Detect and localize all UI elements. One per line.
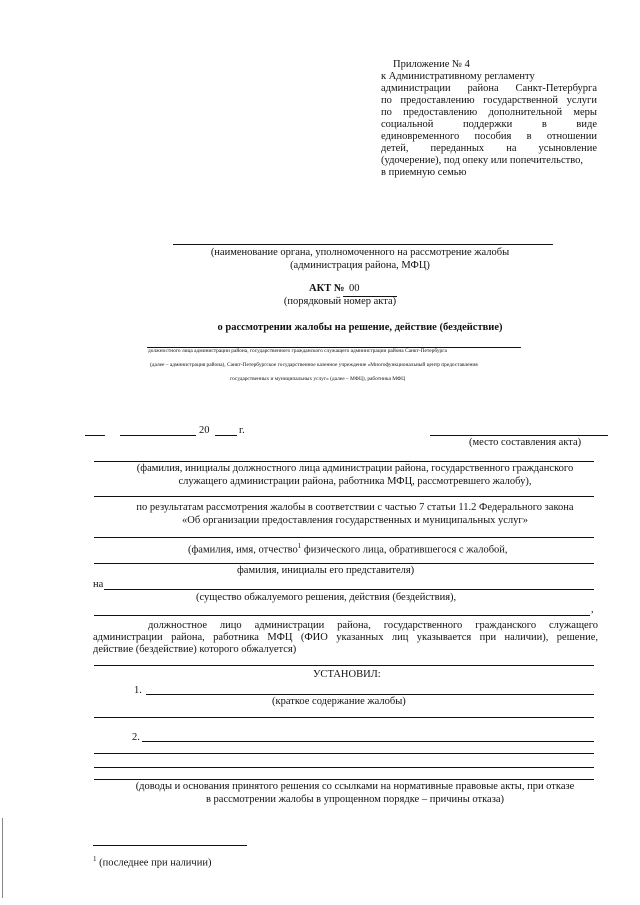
item1-line[interactable]	[146, 694, 594, 695]
applicant-caption	[188, 540, 608, 557]
year-prefix: 20	[199, 425, 210, 436]
appendix-line: социальной поддержки в виде	[381, 119, 597, 130]
reasons-caption-2: в рассмотрении жалобы в упрощенном порядке – причины отказа)	[205, 794, 505, 805]
essence-line[interactable]	[94, 615, 590, 616]
footnote-text: (последнее при наличии)	[96, 857, 212, 869]
item2-line[interactable]	[142, 741, 594, 742]
footnote-number: 1	[93, 855, 97, 863]
organ-caption-2: (администрация района, МФЦ)	[290, 260, 430, 271]
year-line[interactable]	[215, 435, 237, 436]
essence-text-3: действие (бездействие) которого обжалуется)	[93, 644, 297, 655]
organ-fill-line[interactable]	[173, 244, 553, 245]
act-number: 00	[349, 283, 360, 294]
item1-number: 1.	[134, 685, 142, 696]
day-line[interactable]	[85, 435, 105, 436]
act-number-caption: (порядковый номер акта)	[283, 296, 397, 307]
essence-paragraph	[93, 620, 598, 656]
established-heading: УСТАНОВИЛ:	[313, 669, 381, 680]
item2-number: 2.	[132, 732, 140, 743]
appendix-title: Приложение № 4	[393, 59, 470, 70]
fio-official-caption-2: служащего администрации района, работника МФЦ, рассмотревшего жалобу),	[178, 476, 532, 487]
essence-text-1: должностное лицо администрации района, государственного гражданского служащего	[148, 620, 598, 631]
item2-extra-line-3[interactable]	[94, 779, 594, 780]
place-line[interactable]	[430, 435, 608, 436]
established-top-line[interactable]	[94, 665, 594, 666]
fio-official-caption-1: (фамилия, инициалы должностного лица администрации района, государственного гражданского	[136, 463, 574, 474]
appendix-line: в приемную семью	[381, 167, 467, 178]
appendix-text	[381, 71, 597, 179]
on-fill-line[interactable]	[104, 589, 594, 590]
applicant-caption-before: (фамилия, имя, отчество	[188, 544, 298, 556]
appendix-line: единовременного пособия в отношении	[381, 131, 597, 142]
applicant-line[interactable]	[94, 537, 594, 538]
scan-margin-mark	[2, 818, 3, 898]
appendix-line: (удочерение), под опеку или попечительство,	[381, 155, 583, 166]
appendix-line: по предоставлению дополнительной меры	[381, 107, 597, 118]
fio-official-line[interactable]	[94, 461, 594, 462]
essence-text-2: администрации района, работника МФЦ (ФИО указанных лиц указывается при наличии), решение,	[93, 632, 598, 643]
appendix-line: к Административному регламенту	[381, 71, 535, 82]
place-caption: (место составления акта)	[469, 437, 582, 448]
official-text-3: государственных и муниципальных услуг» (далее – МФЦ), работника МФЦ	[230, 376, 406, 382]
year-suffix: г.	[239, 425, 245, 436]
appendix-line: по предоставлению государственной услуги	[381, 95, 597, 106]
representative-line[interactable]	[94, 563, 594, 564]
representative-caption: фамилия, инициалы его представителя)	[237, 565, 415, 576]
footnote	[93, 853, 211, 870]
official-text-1: должностного лица администрации района, государственного гражданского служащего администрации района Санкт-Петербурга	[148, 348, 447, 354]
appendix-line: детей, переданных на усыновление	[381, 143, 597, 154]
on-label: на	[93, 579, 104, 590]
item2-extra-line-2[interactable]	[94, 767, 594, 768]
results-text-2: «Об организации предоставления государственных и муниципальных услуг»	[182, 515, 528, 526]
appendix-block	[393, 59, 603, 71]
act-subject: о рассмотрении жалобы на решение, действие (бездействие)	[217, 322, 503, 333]
item1-extra-line[interactable]	[94, 717, 594, 718]
item2-extra-line-1[interactable]	[94, 753, 594, 754]
reasons-caption-1: (доводы и основания принятого решения со ссылками на нормативные правовые акты, при отказе	[135, 781, 575, 792]
organ-caption-1: (наименование органа, уполномоченного на рассмотрение жалобы	[210, 247, 510, 258]
appendix-line: администрации района Санкт-Петербурга	[381, 83, 597, 94]
applicant-footnote-ref: 1	[297, 542, 302, 550]
results-line[interactable]	[94, 496, 594, 497]
applicant-caption-after: физического лица, обратившегося с жалобой,	[301, 544, 508, 556]
official-text-2: (далее – администрация района), Санкт-Петербургское государственное казенное учреждение «Многофункциональный центр предоставления	[150, 362, 478, 368]
essence-caption: (существо обжалуемого решения, действия (бездействия),	[196, 592, 457, 603]
footnote-separator	[93, 845, 247, 846]
month-line[interactable]	[120, 435, 196, 436]
item1-caption: (краткое содержание жалобы)	[272, 696, 406, 707]
essence-comma: ,	[591, 604, 594, 615]
results-text-1: по результатам рассмотрения жалобы в соответствии с частью 7 статьи 11.2 Федерального закона	[136, 502, 574, 513]
act-label: АКТ №	[309, 283, 345, 294]
